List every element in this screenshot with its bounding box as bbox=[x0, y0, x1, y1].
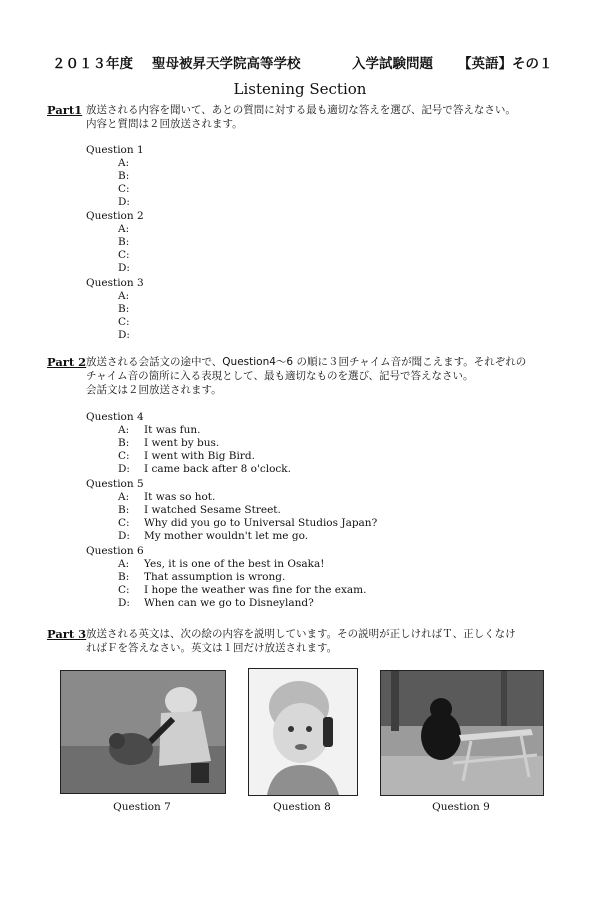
question-8-caption: Question 8 bbox=[273, 801, 331, 813]
question-1-option-b: B: bbox=[118, 170, 130, 182]
question-4-option-d: D: I came back after 8 o'clock. bbox=[118, 463, 291, 475]
question-1-option-a: A: bbox=[118, 157, 130, 169]
header-subject: 【英語】その１ bbox=[458, 56, 553, 72]
question-8-photo bbox=[248, 668, 358, 796]
question-1-option-c: C: bbox=[118, 183, 130, 195]
question-5-label: Question 5 bbox=[86, 478, 144, 490]
question-9-photo bbox=[380, 670, 544, 796]
question-2-option-d: D: bbox=[118, 262, 130, 274]
part3-label: Part 3 bbox=[47, 627, 87, 641]
question-2-label: Question 2 bbox=[86, 210, 144, 222]
part2-instruction-3: 会話文は２回放送されます。 bbox=[86, 384, 222, 396]
question-6-option-c: C: I hope the weather was fine for the exam. bbox=[118, 584, 367, 596]
part2-instruction-1: 放送される会話文の途中で、Question4～6 の順に３回チャイム音が聞こえます。それぞれの bbox=[86, 356, 527, 368]
question-6-option-d: D: When can we go to Disneyland? bbox=[118, 597, 314, 609]
question-6-option-a: A: Yes, it is one of the best in Osaka! bbox=[118, 558, 325, 570]
question-9-caption: Question 9 bbox=[432, 801, 490, 813]
question-5-option-a: A: It was so hot. bbox=[118, 491, 216, 503]
question-3-option-b: B: bbox=[118, 303, 130, 315]
page-title: Listening Section bbox=[233, 80, 367, 98]
question-4-option-a: A: It was fun. bbox=[118, 424, 201, 436]
part2-instruction-2: チャイム音の箇所に入る表現として、最も適切なものを選び、記号で答えなさい。 bbox=[86, 370, 474, 382]
question-5-option-c: C: Why did you go to Universal Studios Japan? bbox=[118, 517, 378, 529]
question-4-option-b: B: I went by bus. bbox=[118, 437, 220, 449]
question-3-option-a: A: bbox=[118, 290, 130, 302]
question-1-label: Question 1 bbox=[86, 144, 144, 156]
question-7-photo bbox=[60, 670, 226, 794]
question-5-option-d: D: My mother wouldn't let me go. bbox=[118, 530, 309, 542]
question-1-option-d: D: bbox=[118, 196, 130, 208]
part1-instruction-1: 放送される内容を聞いて、あとの質問に対する最も適切な答えを選び、記号で答えなさい。 bbox=[86, 104, 516, 116]
question-3-option-c: C: bbox=[118, 316, 130, 328]
question-3-label: Question 3 bbox=[86, 277, 144, 289]
part2-label: Part 2 bbox=[47, 355, 87, 369]
question-4-option-c: C: I went with Big Bird. bbox=[118, 450, 255, 462]
question-2-option-b: B: bbox=[118, 236, 130, 248]
question-6-option-b: B: That assumption is wrong. bbox=[118, 571, 286, 583]
header-school: 聖母被昇天学院高等学校 bbox=[152, 56, 301, 72]
part3-instruction-2: ればＦを答えなさい。英文は１回だけ放送されます。 bbox=[86, 642, 338, 654]
part1-label: Part1 bbox=[47, 103, 83, 117]
header-year: ２０１３年度 bbox=[52, 56, 133, 72]
question-2-option-a: A: bbox=[118, 223, 130, 235]
question-4-label: Question 4 bbox=[86, 411, 144, 423]
question-2-option-c: C: bbox=[118, 249, 130, 261]
part3-instruction-1: 放送される英文は、次の絵の内容を説明しています。その説明が正しければＴ、正しくなけ bbox=[86, 628, 516, 640]
part1-instruction-2: 内容と質問は２回放送されます。 bbox=[86, 118, 243, 130]
header-exam: 入学試験問題 bbox=[352, 56, 433, 72]
question-6-label: Question 6 bbox=[86, 545, 144, 557]
question-7-caption: Question 7 bbox=[113, 801, 171, 813]
question-3-option-d: D: bbox=[118, 329, 130, 341]
question-5-option-b: B: I watched Sesame Street. bbox=[118, 504, 281, 516]
